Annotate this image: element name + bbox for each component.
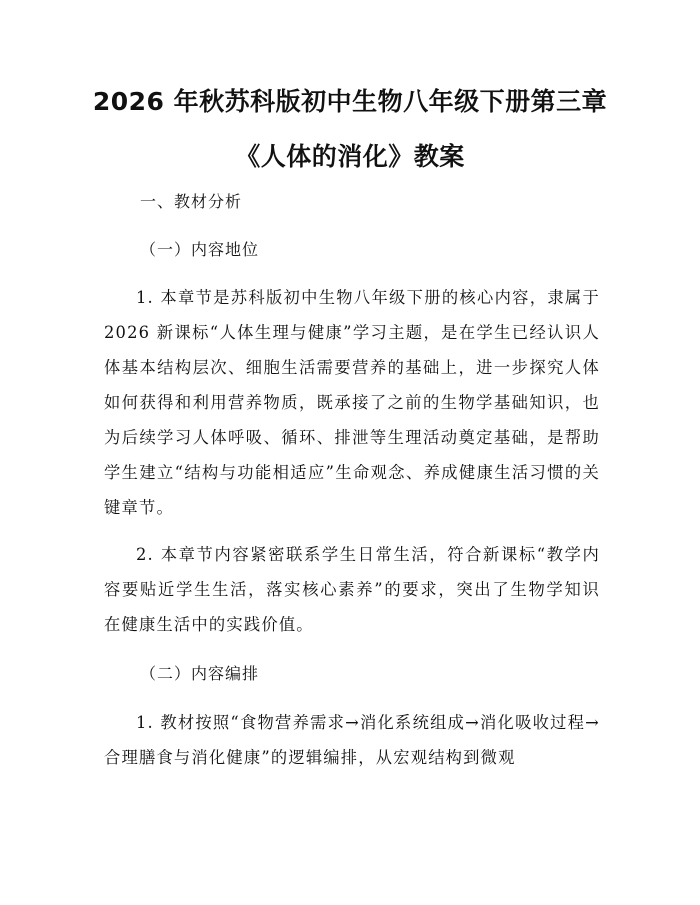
section-heading-textbook-analysis: 一、教材分析: [140, 192, 243, 211]
subsection-heading-content-arrangement: （二）内容编排: [140, 664, 260, 683]
paragraph-2: 2. 本章节内容紧密联系学生日常生活，符合新课标“教学内容要贴近学生生活，落实核心素养”的要求，突出了生物学知识在健康生活中的实践价值。: [104, 545, 600, 634]
document-title-line-2: 《人体的消化》教案: [235, 142, 465, 171]
paragraph-1: 1. 本章节是苏科版初中生物八年级下册的核心内容，隶属于 2026 新课标“人体生理与健康”学习主题，是在学生已经认识人体基本结构层次、细胞生活需要营养的基础上，进一步探究人体如何获得和利用营养物质，既承接了之前的生物学基础知识，也为后续学习人体呼吸、循环、排泄等生理活动奠定基础，是帮助学生建立“结构与功能相适应”生命观念、养成健康生活习惯的关键章节。: [104, 288, 600, 517]
subsection-heading-content-position: （一）内容地位: [140, 240, 260, 259]
document-title-line-1: 2026 年秋苏科版初中生物八年级下册第三章: [92, 87, 608, 116]
paragraph-3: 1. 教材按照“食物营养需求→消化系统组成→消化吸收过程→合理膳食与消化健康”的逻辑编排，从宏观结构到微观: [104, 713, 600, 767]
